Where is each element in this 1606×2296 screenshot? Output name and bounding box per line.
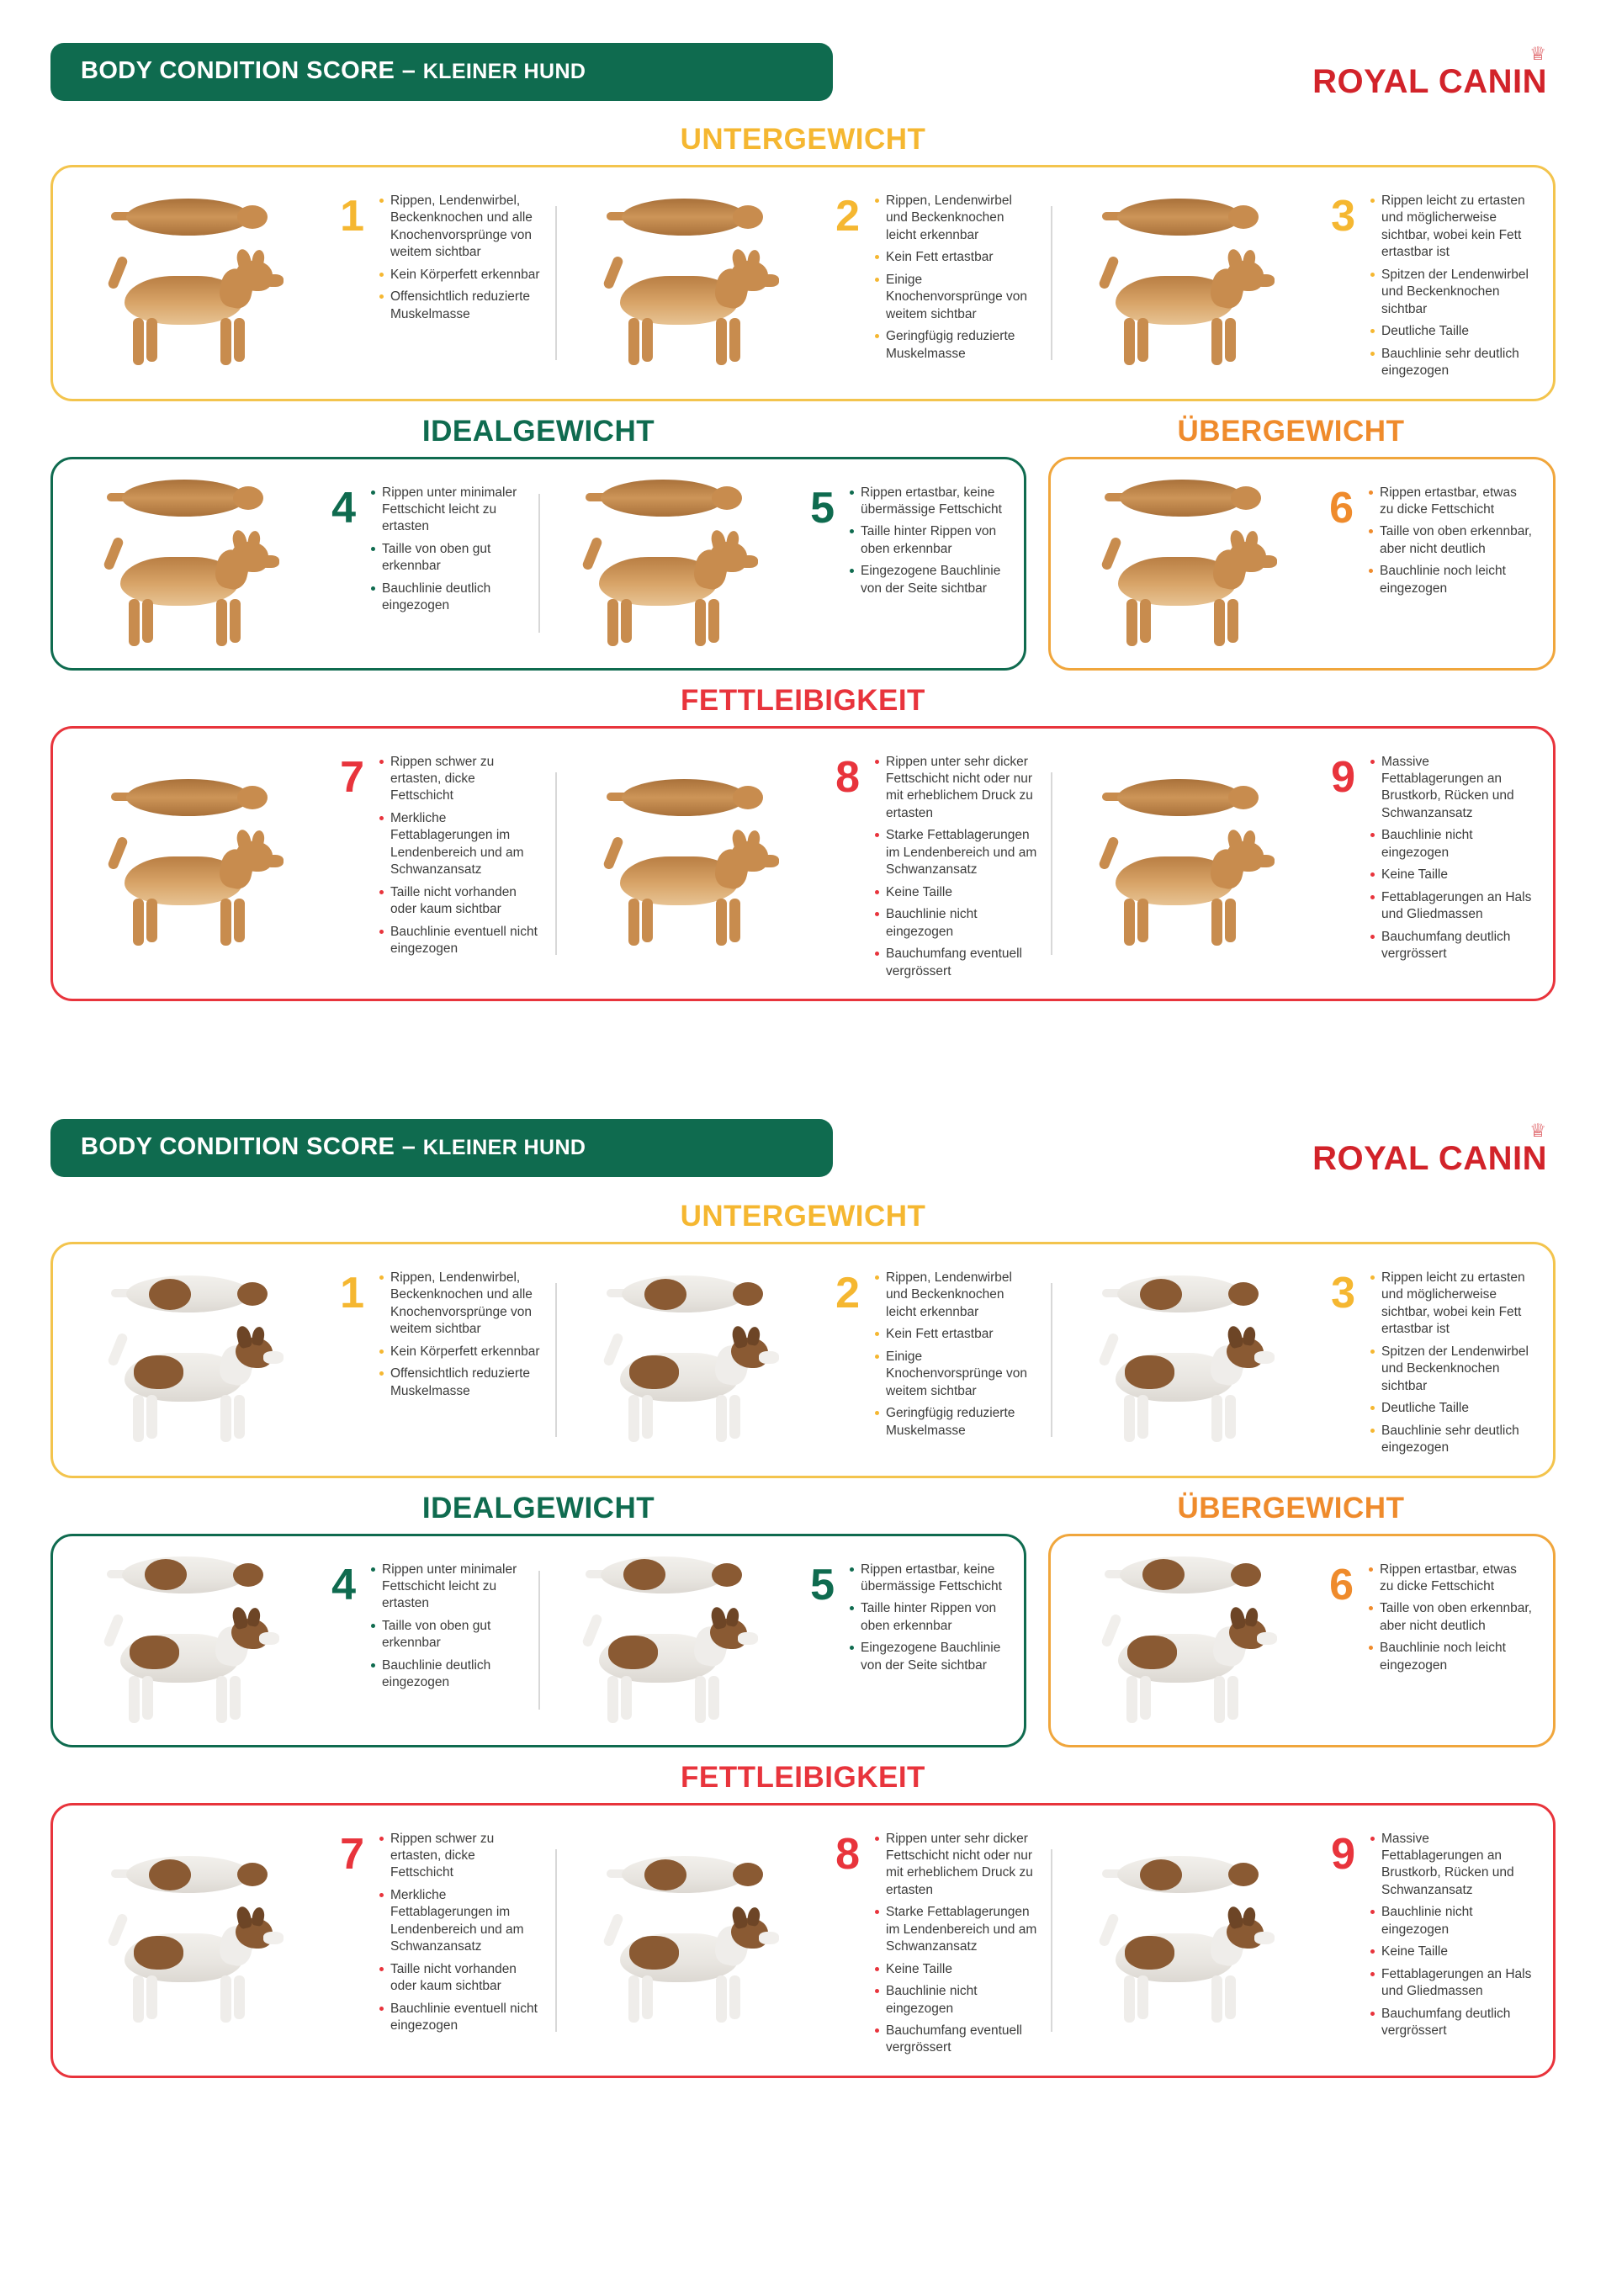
brand-name: ROYAL CANIN: [1312, 63, 1547, 100]
dog-side-view: [1088, 1605, 1281, 1731]
title-main: BODY CONDITION SCORE: [81, 56, 395, 84]
point: Geringfügig reduzierte Muskelmasse: [875, 1405, 1037, 1440]
section-title-obesity: FETTLEIBIGKEIT: [681, 1760, 925, 1794]
section-title-ideal: IDEALGEWICHT: [421, 414, 655, 448]
section-title-ideal: IDEALGEWICHT: [421, 1491, 655, 1524]
score-number: 3: [1331, 192, 1355, 241]
dog-illustrations: [65, 473, 309, 655]
point: Taille von oben gut erkennbar: [371, 541, 525, 575]
dog-side-view: [94, 828, 288, 954]
score-cell-2: [555, 1253, 1051, 1467]
dog-side-view: [1088, 528, 1281, 655]
point: Bauchumfang eventuell vergrössert: [875, 2023, 1037, 2057]
point: Taille hinter Rippen von oben erkennbar: [850, 523, 1004, 558]
point: Rippen unter sehr dicker Fettschicht nicht oder nur mit erheblichem Druck zu ertasten: [875, 1831, 1037, 1900]
point: Rippen ertastbar, keine übermässige Fettschicht: [850, 1562, 1004, 1596]
score-points: [356, 1562, 533, 1731]
point: Fettablagerungen an Hals und Gliedmassen: [1370, 889, 1533, 924]
score-points: [835, 1562, 1012, 1731]
point: Einige Knochenvorsprünge von weitem sichtbar: [875, 272, 1037, 323]
dog-top-view: [607, 192, 766, 244]
point: Taille nicht vorhanden oder kaum sichtbar: [379, 1961, 542, 1996]
score-points: [1355, 193, 1541, 385]
score-points: [364, 193, 550, 385]
point: Keine Taille: [1370, 867, 1533, 883]
title-subtitle: KLEINER HUND: [422, 59, 586, 83]
point: Starke Fettablagerungen im Lendenbereich und am Schwanzansatz: [875, 1904, 1037, 1955]
score-number: 1: [340, 1268, 364, 1318]
score-number: 8: [835, 1829, 860, 1879]
sheet-chihuahua: [50, 0, 1556, 1018]
dog-illustrations: [560, 742, 813, 985]
score-points: [356, 485, 533, 655]
dog-illustrations: [1063, 1550, 1307, 1731]
section-title-underweight: UNTERGEWICHT: [680, 1199, 926, 1233]
score-points: [1354, 1562, 1541, 1731]
score-number: 5: [810, 483, 835, 533]
header: [50, 1111, 1556, 1186]
point: Bauchlinie nicht eingezogen: [875, 1983, 1037, 2018]
point: Rippen, Lendenwirbel und Beckenknochen leicht erkennbar: [875, 193, 1037, 244]
point: Eingezogene Bauchlinie von der Seite sichtbar: [850, 1640, 1004, 1674]
point: Kein Körperfett erkennbar: [379, 267, 542, 284]
score-number: 5: [810, 1560, 835, 1609]
point: Bauchlinie eventuell nicht eingezogen: [379, 2001, 542, 2035]
point: Fettablagerungen an Hals und Gliedmassen: [1370, 1966, 1533, 2001]
point: Rippen ertastbar, keine übermässige Fettschicht: [850, 485, 1004, 519]
point: Bauchlinie nicht eingezogen: [1370, 1904, 1533, 1938]
section-title-obesity: FETTLEIBIGKEIT: [681, 683, 925, 717]
point: Bauchlinie deutlich eingezogen: [371, 581, 525, 615]
dog-top-view: [1102, 1269, 1262, 1321]
sheet-jack-russell: [50, 1077, 1556, 2095]
point: Rippen ertastbar, etwas zu dicke Fettschicht: [1369, 485, 1533, 519]
point: Bauchlinie sehr deutlich eingezogen: [1370, 346, 1533, 380]
dog-side-view: [94, 1324, 288, 1450]
page-title: [50, 1119, 833, 1177]
dog-side-view: [590, 247, 783, 374]
point: Rippen unter minimaler Fettschicht leicht zu ertasten: [371, 1562, 525, 1613]
dog-illustrations: [560, 1819, 813, 2062]
dog-top-view: [1105, 473, 1264, 525]
point: Keine Taille: [875, 884, 1037, 901]
crown-icon: ♕: [1529, 43, 1547, 64]
obesity-row: [50, 1803, 1556, 2078]
score-cell-4: [60, 1545, 538, 1737]
point: Bauchlinie noch leicht eingezogen: [1369, 563, 1533, 597]
score-points: [860, 754, 1046, 985]
underweight-row: [50, 165, 1556, 401]
score-cell-5: [538, 1545, 1017, 1737]
dog-top-view: [586, 1550, 745, 1602]
score-points: [1355, 1831, 1541, 2062]
overweight-box: [1048, 457, 1556, 671]
point: Offensichtlich reduzierte Muskelmasse: [379, 1365, 542, 1400]
point: Kein Fett ertastbar: [875, 249, 1037, 266]
dog-side-view: [1085, 1324, 1279, 1450]
score-cell-9: [1051, 737, 1546, 990]
crown-icon: ♕: [1529, 1119, 1547, 1141]
score-cell-3: [1051, 1253, 1546, 1467]
score-points: [364, 1831, 550, 2062]
dog-side-view: [590, 828, 783, 954]
brand-logo: [1312, 45, 1556, 98]
score-cell-7: [60, 1814, 555, 2067]
dog-top-view: [111, 1269, 271, 1321]
section-title-overweight: ÜBERGEWICHT: [1177, 414, 1405, 448]
dog-top-view: [1105, 1550, 1264, 1602]
overweight-box: [1048, 1534, 1556, 1747]
point: Einige Knochenvorsprünge von weitem sichtbar: [875, 1349, 1037, 1400]
title-dash: –: [401, 1133, 416, 1161]
point: Rippen schwer zu ertasten, dicke Fettschicht: [379, 754, 542, 805]
dog-illustrations: [543, 1550, 787, 1731]
dog-illustrations: [65, 1550, 309, 1731]
point: Rippen, Lendenwirbel, Beckenknochen und alle Knochenvorsprünge von weitem sichtbar: [379, 193, 542, 262]
score-points: [835, 485, 1012, 655]
score-cell-6: [1057, 468, 1546, 660]
dog-side-view: [590, 1324, 783, 1450]
point: Merkliche Fettablagerungen im Lendenbereich und am Schwanzansatz: [379, 1887, 542, 1956]
section-title-underweight: UNTERGEWICHT: [680, 123, 926, 156]
dog-top-view: [607, 772, 766, 825]
brand-logo: [1312, 1121, 1556, 1175]
dog-top-view: [1102, 772, 1262, 825]
dog-illustrations: [65, 181, 317, 385]
dog-top-view: [607, 1849, 766, 1901]
point: Taille hinter Rippen von oben erkennbar: [850, 1600, 1004, 1635]
obesity-box: [50, 726, 1556, 1001]
point: Taille von oben erkennbar, aber nicht deutlich: [1369, 523, 1533, 558]
dog-illustrations: [560, 1258, 813, 1462]
point: Rippen, Lendenwirbel, Beckenknochen und alle Knochenvorsprünge von weitem sichtbar: [379, 1270, 542, 1339]
title-dash: –: [401, 56, 416, 84]
point: Rippen unter sehr dicker Fettschicht nicht oder nur mit erheblichem Druck zu ertasten: [875, 754, 1037, 823]
point: Rippen leicht zu ertasten und möglicherweise sichtbar, wobei kein Fett ertastbar ist: [1370, 193, 1533, 262]
dog-illustrations: [1056, 1819, 1308, 2062]
dog-illustrations: [1063, 473, 1307, 655]
dog-side-view: [94, 1905, 288, 2031]
dog-top-view: [111, 772, 271, 825]
score-cell-5: [538, 468, 1017, 660]
title-subtitle: KLEINER HUND: [422, 1136, 586, 1160]
point: Offensichtlich reduzierte Muskelmasse: [379, 289, 542, 323]
point: Bauchumfang deutlich vergrössert: [1370, 929, 1533, 963]
score-number: 2: [835, 1268, 860, 1318]
score-number: 8: [835, 752, 860, 802]
point: Kein Körperfett erkennbar: [379, 1344, 542, 1360]
dog-side-view: [90, 1605, 284, 1731]
point: Bauchumfang deutlich vergrössert: [1370, 2006, 1533, 2040]
mid-section-titles: [50, 401, 1556, 457]
point: Rippen schwer zu ertasten, dicke Fettschicht: [379, 1831, 542, 1882]
underweight-box: [50, 165, 1556, 401]
score-points: [860, 1831, 1046, 2062]
ideal-overweight-row: [50, 1534, 1556, 1747]
page-title: [50, 43, 833, 101]
point: Keine Taille: [1370, 1943, 1533, 1960]
dog-side-view: [590, 1905, 783, 2031]
dog-illustrations: [65, 1819, 317, 2062]
point: Taille nicht vorhanden oder kaum sichtbar: [379, 884, 542, 919]
score-points: [364, 754, 550, 985]
underweight-row: [50, 1242, 1556, 1478]
brand-name: ROYAL CANIN: [1312, 1139, 1547, 1177]
point: Deutliche Taille: [1370, 323, 1533, 340]
score-number: 7: [340, 1829, 364, 1879]
ideal-box: [50, 457, 1026, 671]
point: Rippen leicht zu ertasten und möglicherweise sichtbar, wobei kein Fett ertastbar ist: [1370, 1270, 1533, 1339]
dog-side-view: [569, 528, 762, 655]
dog-top-view: [111, 1849, 271, 1901]
score-number: 6: [1329, 1560, 1354, 1609]
score-number: 3: [1331, 1268, 1355, 1318]
score-number: 9: [1331, 1829, 1355, 1879]
dog-illustrations: [65, 1258, 317, 1462]
dog-side-view: [569, 1605, 762, 1731]
dog-illustrations: [65, 742, 317, 985]
ideal-box: [50, 1534, 1026, 1747]
underweight-box: [50, 1242, 1556, 1478]
score-cell-4: [60, 468, 538, 660]
dog-illustrations: [560, 181, 813, 385]
score-cell-1: [60, 176, 555, 390]
score-cell-8: [555, 1814, 1051, 2067]
score-cell-7: [60, 737, 555, 990]
score-cell-9: [1051, 1814, 1546, 2067]
score-cell-8: [555, 737, 1051, 990]
point: Bauchlinie deutlich eingezogen: [371, 1657, 525, 1692]
score-cell-3: [1051, 176, 1546, 390]
point: Bauchumfang eventuell vergrössert: [875, 946, 1037, 980]
point: Bauchlinie eventuell nicht eingezogen: [379, 924, 542, 958]
score-points: [1355, 754, 1541, 985]
point: Bauchlinie noch leicht eingezogen: [1369, 1640, 1533, 1674]
point: Massive Fettablagerungen an Brustkorb, Rücken und Schwanzansatz: [1370, 754, 1533, 823]
point: Taille von oben gut erkennbar: [371, 1618, 525, 1652]
point: Taille von oben erkennbar, aber nicht deutlich: [1369, 1600, 1533, 1635]
dog-top-view: [1102, 1849, 1262, 1901]
score-cell-6: [1057, 1545, 1546, 1737]
dog-illustrations: [1056, 742, 1308, 985]
sheet-separator: [50, 1018, 1556, 1077]
point: Kein Fett ertastbar: [875, 1326, 1037, 1343]
obesity-row: [50, 726, 1556, 1001]
point: Rippen, Lendenwirbel und Beckenknochen leicht erkennbar: [875, 1270, 1037, 1321]
score-cell-1: [60, 1253, 555, 1467]
dog-illustrations: [1056, 1258, 1308, 1462]
score-number: 4: [331, 483, 356, 533]
score-cell-2: [555, 176, 1051, 390]
score-number: 4: [331, 1560, 356, 1609]
point: Bauchlinie sehr deutlich eingezogen: [1370, 1423, 1533, 1457]
score-number: 6: [1329, 483, 1354, 533]
point: Bauchlinie nicht eingezogen: [875, 906, 1037, 941]
dog-side-view: [1085, 828, 1279, 954]
point: Keine Taille: [875, 1961, 1037, 1978]
score-points: [1354, 485, 1541, 655]
score-points: [860, 1270, 1046, 1462]
point: Eingezogene Bauchlinie von der Seite sichtbar: [850, 563, 1004, 597]
score-points: [860, 193, 1046, 385]
score-number: 2: [835, 192, 860, 241]
point: Massive Fettablagerungen an Brustkorb, Rücken und Schwanzansatz: [1370, 1831, 1533, 1900]
obesity-box: [50, 1803, 1556, 2078]
dog-top-view: [586, 473, 745, 525]
dog-side-view: [1085, 1905, 1279, 2031]
score-points: [1355, 1270, 1541, 1462]
ideal-overweight-row: [50, 457, 1556, 671]
mid-section-titles: [50, 1478, 1556, 1534]
point: Geringfügig reduzierte Muskelmasse: [875, 328, 1037, 363]
dog-illustrations: [543, 473, 787, 655]
dog-top-view: [1102, 192, 1262, 244]
dog-side-view: [94, 247, 288, 374]
dog-top-view: [107, 473, 267, 525]
point: Rippen ertastbar, etwas zu dicke Fettschicht: [1369, 1562, 1533, 1596]
point: Deutliche Taille: [1370, 1400, 1533, 1417]
point: Spitzen der Lendenwirbel und Beckenknochen sichtbar: [1370, 267, 1533, 318]
dog-illustrations: [1056, 181, 1308, 385]
dog-side-view: [1085, 247, 1279, 374]
dog-top-view: [607, 1269, 766, 1321]
section-title-overweight: ÜBERGEWICHT: [1177, 1491, 1405, 1524]
point: Spitzen der Lendenwirbel und Beckenknochen sichtbar: [1370, 1344, 1533, 1395]
dog-top-view: [107, 1550, 267, 1602]
score-number: 7: [340, 752, 364, 802]
point: Merkliche Fettablagerungen im Lendenbereich und am Schwanzansatz: [379, 810, 542, 879]
header: [50, 34, 1556, 109]
score-points: [364, 1270, 550, 1462]
score-number: 9: [1331, 752, 1355, 802]
point: Rippen unter minimaler Fettschicht leicht zu ertasten: [371, 485, 525, 536]
point: Bauchlinie nicht eingezogen: [1370, 827, 1533, 862]
point: Starke Fettablagerungen im Lendenbereich und am Schwanzansatz: [875, 827, 1037, 878]
score-number: 1: [340, 192, 364, 241]
dog-side-view: [90, 528, 284, 655]
title-main: BODY CONDITION SCORE: [81, 1133, 395, 1161]
dog-top-view: [111, 192, 271, 244]
